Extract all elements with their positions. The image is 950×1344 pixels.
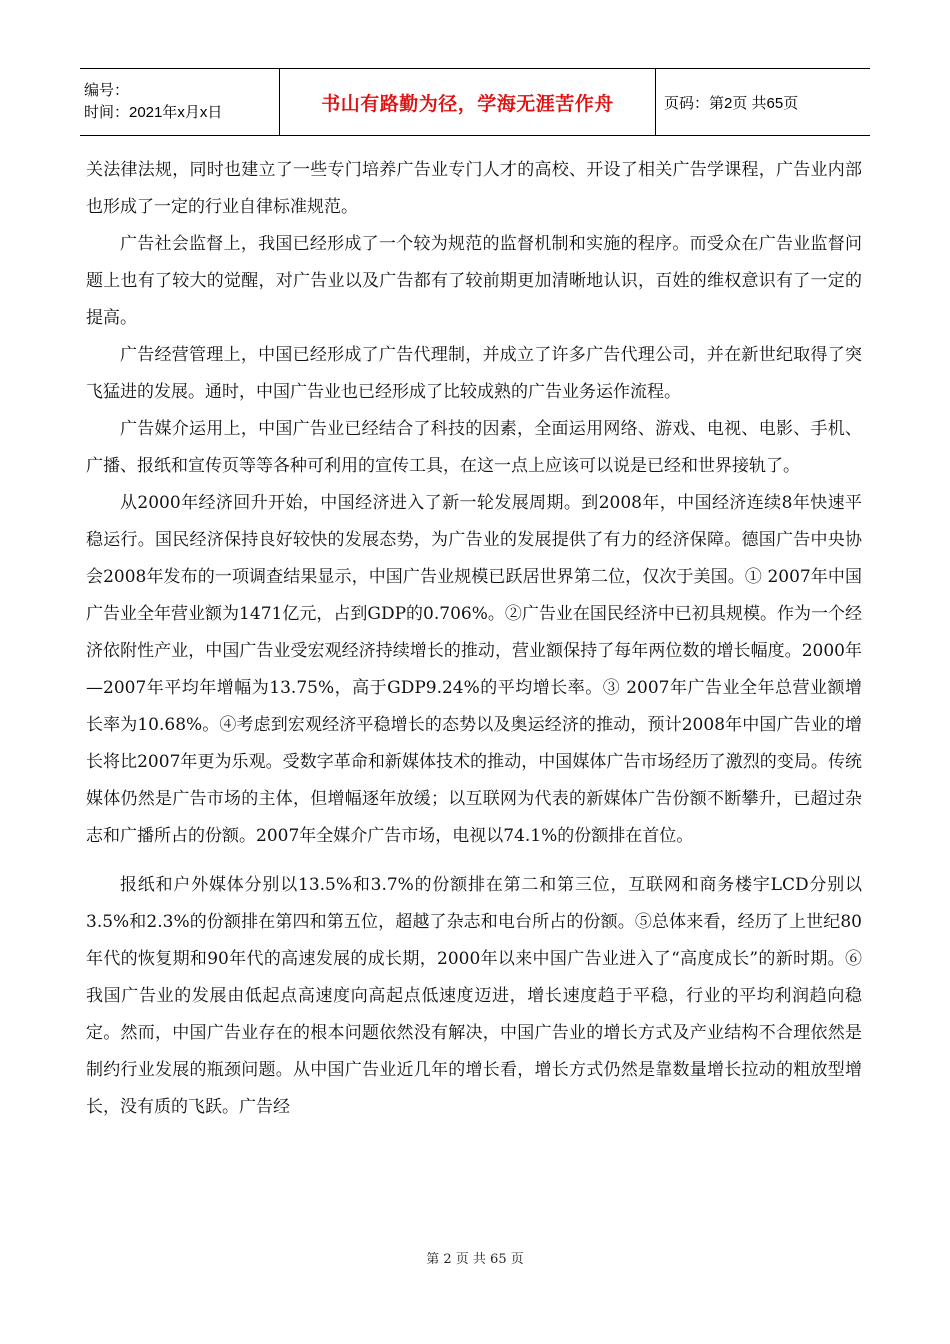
paragraph: 从2000年经济回升开始，中国经济进入了新一轮发展周期。到2008年，中国经济连续8年快速平稳运行。国民经济保持良好较快的发展态势，为广告业的发展提供了有力的经济保障。德国广告中央协会2008年发布的一项调查结果显示，中国广告业规模已跃居世界第二位，仅次于美国。① 2007年中国广告业全年营业额为1471亿元，占到GDP的0.706%。②广告业在国民经济中已初具规模。作为一个经济依附性产业，中国广告业受宏观经济持续增长的推动，营业额保持了每年两位数的增长幅度。2000年—2007年平均年增幅为13.75%，高于GDP9.24%的平均增长率。③ 2007年广告业全年总营业额增长率为10.68%。④考虑到宏观经济平稳增长的态势以及奥运经济的推动，预计2008年中国广告业的增长将比2007年更为乐观。受数字革命和新媒体技术的推动，中国媒体广告市场经历了激烈的变局。传统媒体仍然是广告市场的主体，但增幅逐年放缓；以互联网为代表的新媒体广告份额不断攀升，已超过杂志和广播所占的份额。2007年全媒介广告市场，电视以74.1%的份额排在首位。 — [86, 493, 862, 846]
header-motto: 书山有路勤为径，学海无涯苦作舟 — [280, 69, 656, 135]
paragraph: 广告媒介运用上，中国广告业已经结合了科技的因素，全面运用网络、游戏、电视、电影、手机、广播、报纸和宣传页等等各种可利用的宣传工具，在这一点上应该可以说是已经和世界接轨了。 — [86, 419, 862, 476]
document-body — [86, 152, 862, 1126]
paragraph: 广告经营管理上，中国已经形成了广告代理制，并成立了许多广告代理公司，并在新世纪取得了突飞猛进的发展。通时，中国广告业也已经形成了比较成熟的广告业务运作流程。 — [86, 345, 862, 402]
document-time-label: 时间：2021年x月x日 — [84, 104, 223, 121]
paragraph: 广告社会监督上，我国已经形成了一个较为规范的监督机制和实施的程序。而受众在广告业监督问题上也有了较大的觉醒，对广告业以及广告都有了较前期更加清晰地认识，百姓的维权意识有了一定的提高。 — [86, 234, 862, 328]
header-meta — [80, 69, 280, 135]
document-number-label: 编号： — [84, 82, 130, 99]
header-page-info: 页码：第2页 共65页 — [664, 94, 799, 112]
page-footer: 第 2 页 共 65 页 — [426, 1252, 524, 1267]
paragraph: 报纸和户外媒体分别以13.5%和3.7%的份额排在第二和第三位，互联网和商务楼宇LCD分别以3.5%和2.3%的份额排在第四和第五位，超越了杂志和电台所占的份额。⑤总体来看，经历了上世纪80年代的恢复期和90年代的高速发展的成长期，2000年以来中国广告业进入了“高度成长”的新时期。⑥我国广告业的发展由低起点高速度向高起点低速度迈进，增长速度趋于平稳，行业的平均利润趋向稳定。然而，中国广告业存在的根本问题依然没有解决，中国广告业的增长方式及产业结构不合理依然是制约行业发展的瓶颈问题。从中国广告业近几年的增长看，增长方式仍然是靠数量增长拉动的粗放型增长，没有质的飞跃。广告经 — [86, 875, 862, 1117]
paragraph: 关法律法规，同时也建立了一些专门培养广告业专门人才的高校、开设了相关广告学课程，广告业内部也形成了一定的行业自律标准规范。 — [86, 160, 862, 217]
page-header — [80, 68, 870, 136]
